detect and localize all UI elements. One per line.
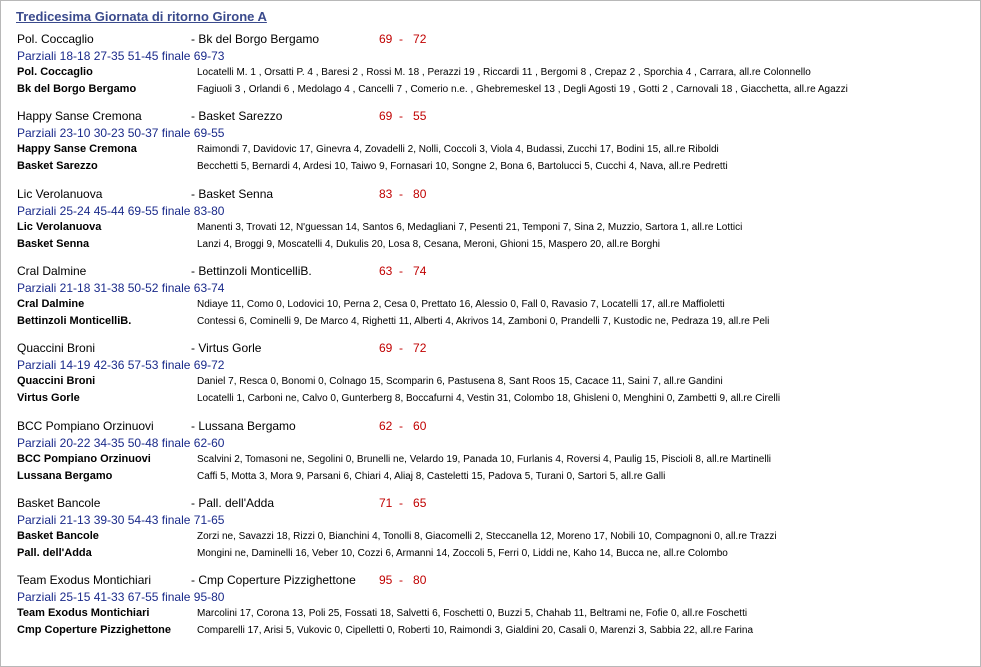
team2-players: Comparelli 17, Arisi 5, Vukovic 0, Cipelletti 0, Roberti 10, Raimondi 3, Gialdini 20, Casali 0, Marenzi 3, Sabbia 22, all.re Farina [197, 625, 754, 636]
team1-players: Ndiaye 11, Como 0, Lodovici 10, Perna 2, Cesa 0, Prettato 16, Alessio 0, Fall 0, Ravasio 7, Locatelli 17, all.re Maffioletti [197, 299, 725, 310]
team1-name: BCC Pompiano Orzinuovi [17, 453, 151, 465]
team1-name: Team Exodus Montichiari [17, 607, 150, 619]
game-block [1, 187, 980, 263]
team2-players: Caffi 5, Motta 3, Mora 9, Parsani 6, Chiari 4, Aliaj 8, Casteletti 15, Padova 5, Turani 0, Sartori 5, all.re Galli [197, 471, 666, 482]
partial-scores: Parziali 20-22 34-35 50-48 finale 62-60 [17, 436, 225, 450]
team2-name: Lussana Bergamo [17, 470, 113, 482]
page-title[interactable]: Tredicesima Giornata di ritorno Girone A [16, 9, 267, 24]
home-team: Basket Bancole [17, 496, 101, 510]
away-team: - Bettinzoli MonticelliB. [191, 264, 312, 278]
home-team: Pol. Coccaglio [17, 32, 94, 46]
away-team: - Pall. dell'Adda [191, 496, 275, 510]
away-team: - Basket Senna [191, 187, 274, 201]
team2-players: Lanzi 4, Broggi 9, Moscatelli 4, Dukulis 20, Losa 8, Cesana, Meroni, Ghioni 15, Maspero 20, all.re Borghi [197, 239, 661, 250]
team1-players: Raimondi 7, Davidovic 17, Ginevra 4, Zovadelli 2, Nolli, Coccoli 3, Viola 4, Budassi, Zucchi 17, Bodini 15, all.re Riboldi [197, 144, 719, 155]
home-team: Quaccini Broni [17, 341, 96, 355]
team1-name: Quaccini Broni [17, 375, 96, 387]
team2-name: Cmp Coperture Pizzighettone [17, 624, 172, 636]
team1-players: Scalvini 2, Tomasoni ne, Segolini 0, Brunelli ne, Velardo 19, Panada 10, Furlanis 4, Roversi 4, Paulig 15, Piscioli 8, all.re Martinelli [197, 454, 772, 465]
away-team: - Cmp Coperture Pizzighettone [191, 573, 356, 587]
away-team: - Lussana Bergamo [191, 419, 296, 433]
away-team: - Basket Sarezzo [191, 109, 283, 123]
final-score: 69 - 72 [379, 32, 427, 46]
team2-name: Basket Sarezzo [17, 160, 98, 172]
game-block [1, 573, 980, 649]
team1-name: Pol. Coccaglio [17, 66, 93, 78]
game-block [1, 109, 980, 185]
final-score: 83 - 80 [379, 187, 427, 201]
team1-name: Cral Dalmine [17, 298, 85, 310]
team2-players: Contessi 6, Cominelli 9, De Marco 4, Righetti 11, Alberti 4, Akrivos 14, Zamboni 0, Prandelli 7, Kustodic ne, Pedraza 19, all.re Peli [197, 316, 770, 327]
final-score: 69 - 55 [379, 109, 427, 123]
team1-players: Locatelli M. 1 , Orsatti P. 4 , Baresi 2 , Rossi M. 18 , Perazzi 19 , Riccardi 11 , Bergomi 8 , Crepaz 2 , Sporchia 4 , Carrara, all.re Colonnello [197, 67, 811, 78]
game-block [1, 419, 980, 495]
team2-players: Mongini ne, Daminelli 16, Veber 10, Cozzi 6, Armanni 14, Zoccoli 5, Ferri 0, Liddi ne, Kaho 14, Bucca ne, all.re Colombo [197, 548, 728, 559]
game-block [1, 32, 980, 108]
home-team: Cral Dalmine [17, 264, 87, 278]
team1-name: Happy Sanse Cremona [17, 143, 137, 155]
team2-name: Bk del Borgo Bergamo [17, 83, 137, 95]
team1-players: Manenti 3, Trovati 12, N'guessan 14, Santos 6, Medagliani 7, Pesenti 21, Temponi 7, Sina 2, Muzzio, Sartora 1, all.re Lottici [197, 222, 743, 233]
final-score: 63 - 74 [379, 264, 427, 278]
partial-scores: Parziali 21-13 39-30 54-43 finale 71-65 [17, 513, 225, 527]
partial-scores: Parziali 25-15 41-33 67-55 finale 95-80 [17, 590, 225, 604]
away-team: - Bk del Borgo Bergamo [191, 32, 320, 46]
team2-name: Basket Senna [17, 238, 90, 250]
team1-name: Lic Verolanuova [17, 221, 102, 233]
home-team: Happy Sanse Cremona [17, 109, 142, 123]
team1-name: Basket Bancole [17, 530, 99, 542]
final-score: 95 - 80 [379, 573, 427, 587]
team2-name: Pall. dell'Adda [17, 547, 92, 559]
game-block [1, 496, 980, 572]
game-block [1, 341, 980, 417]
final-score: 62 - 60 [379, 419, 427, 433]
final-score: 69 - 72 [379, 341, 427, 355]
team2-name: Virtus Gorle [17, 392, 80, 404]
partial-scores: Parziali 21-18 31-38 50-52 finale 63-74 [17, 281, 225, 295]
home-team: BCC Pompiano Orzinuovi [17, 419, 154, 433]
team1-players: Zorzi ne, Savazzi 18, Rizzi 0, Bianchini 4, Tonolli 8, Giacomelli 2, Steccanella 12, Moreno 17, Nobili 10, Compagnoni 0, all.re Trazzi [197, 531, 777, 542]
partial-scores: Parziali 18-18 27-35 51-45 finale 69-73 [17, 49, 225, 63]
team2-players: Locatelli 1, Carboni ne, Calvo 0, Gunterberg 8, Boccafurni 4, Vestin 31, Colombo 18, Ghisleni 0, Menghini 0, Zambetti 9, all.re Cirelli [197, 393, 781, 404]
game-block [1, 264, 980, 340]
team2-players: Fagiuoli 3 , Orlandi 6 , Medolago 4 , Cancelli 7 , Comerio n.e. , Ghebremeskel 13 , Degli Agosti 19 , Gotti 2 , Carnovali 18 , Giacchetta, all.re Agazzi [197, 84, 848, 95]
team2-name: Bettinzoli MonticelliB. [17, 315, 132, 327]
home-team: Lic Verolanuova [17, 187, 103, 201]
team2-players: Becchetti 5, Bernardi 4, Ardesi 10, Taiwo 9, Fornasari 10, Songne 2, Bona 6, Bartolucci 5, Cucchi 4, Nava, all.re Pedretti [197, 161, 728, 172]
final-score: 71 - 65 [379, 496, 427, 510]
partial-scores: Parziali 14-19 42-36 57-53 finale 69-72 [17, 358, 225, 372]
partial-scores: Parziali 25-24 45-44 69-55 finale 83-80 [17, 204, 225, 218]
team1-players: Daniel 7, Resca 0, Bonomi 0, Colnago 15, Scomparin 6, Pastusena 8, Sant Roos 15, Cacace 11, Saini 7, all.re Gandini [197, 376, 723, 387]
home-team: Team Exodus Montichiari [17, 573, 152, 587]
team1-players: Marcolini 17, Corona 13, Poli 25, Fossati 18, Salvetti 6, Foschetti 0, Buzzi 5, Chahab 11, Beltrami ne, Fofie 0, all.re Foschetti [197, 608, 748, 619]
partial-scores: Parziali 23-10 30-23 50-37 finale 69-55 [17, 126, 225, 140]
away-team: - Virtus Gorle [191, 341, 262, 355]
